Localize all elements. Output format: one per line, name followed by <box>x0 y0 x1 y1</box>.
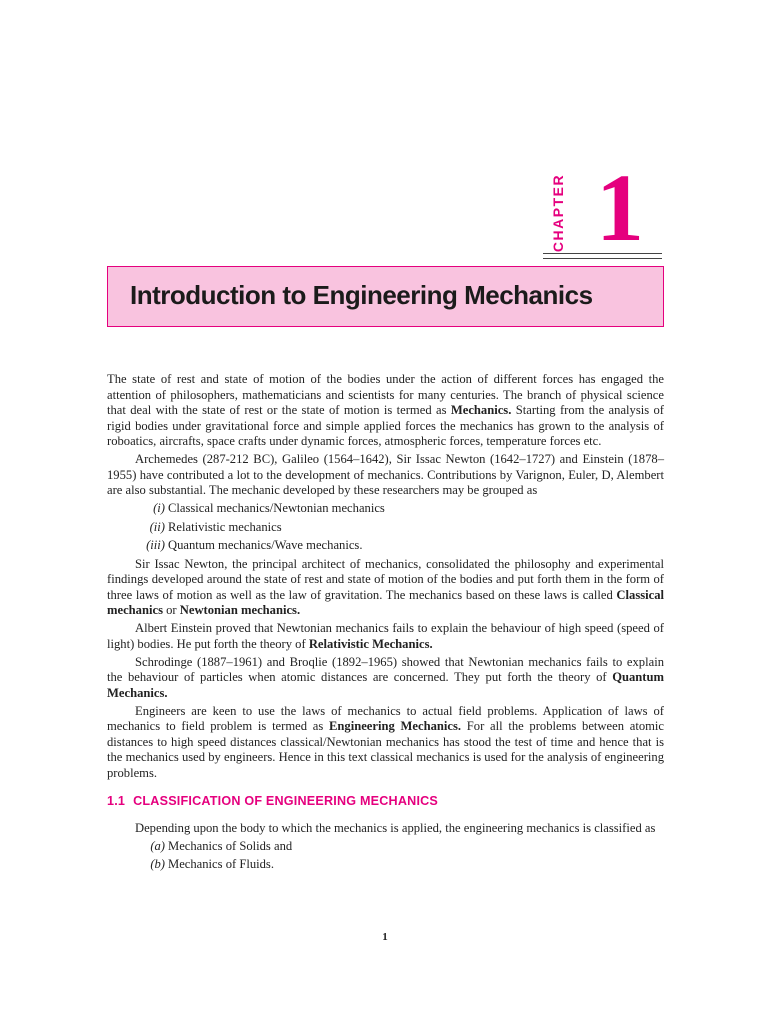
text-run: Schrodinge (1887–1961) and Broqlie (1892–1965) showed that Newtonian mechanics fails to explain the behaviour of particles when atomic distances are concerned. They put forth the theory of <box>107 654 664 684</box>
text-run: or <box>162 603 180 617</box>
list-item-text: Mechanics of Solids and <box>168 838 293 853</box>
list-item <box>107 839 664 855</box>
list-marker: (b) <box>150 857 165 871</box>
bold-term: Newtonian mechanics. <box>179 603 301 617</box>
chapter-rule <box>543 253 662 259</box>
section-number: 1.1 <box>107 794 126 808</box>
list-item-text: Quantum mechanics/Wave mechanics. <box>168 538 363 552</box>
paragraph-contributors: Archemedes (287-212 BC), Galileo (1564–1642), Sir Issac Newton (1642–1727) and Einstein (1878–1955) have contributed a lot to the development of mechanics. Contributions by Varignon, Euler, D, Alembert are also substantial. The mechanic developed by these researchers may be grouped as <box>107 452 664 497</box>
bold-term: Mechanics. <box>450 403 512 417</box>
chapter-title-box <box>107 266 664 327</box>
text-run: Starting from the analysis of rigid bodies under gravitational force and simple applied forces the mechanics has grown to the analysis of roboatics, aircrafts, space crafts under dynamic forces, atmospheric forces, temperature forces etc. <box>107 403 664 448</box>
body-text <box>107 372 664 876</box>
list-item <box>107 538 664 554</box>
list-marker: (iii) <box>146 538 165 552</box>
bold-term: Classical mechanics <box>107 587 664 617</box>
text-run: Albert Einstein proved that Newtonian mechanics fails to explain the behaviour of high speed (speed of light) bodies. He put forth the theory of <box>107 621 664 651</box>
list-item <box>107 501 664 517</box>
chapter-title: Introduction to Engineering Mechanics <box>130 280 593 310</box>
text-run: For all the problems between atomic distances to high speed distances classical/Newtonian mechanics has stood the test of time and hence that is the mechanics used by engineers. Hence in this text classical mechanics is used for the analysis of engineering problems. <box>107 719 665 780</box>
text-run: The state of rest and state of motion of the bodies under the action of different forces has engaged the attention of philosophers, mathematicians and scientists for many centuries. The branch of physical science that deal with the state of rest or the state of motion is termed as <box>107 372 664 417</box>
section-title: CLASSIFICATION OF ENGINEERING MECHANICS <box>133 794 439 808</box>
list-marker: (ii) <box>149 519 165 534</box>
list-marker: (a) <box>150 838 165 853</box>
paragraph-classification: Depending upon the body to which the mechanics is applied, the engineering mechanics is classified as <box>135 820 656 835</box>
paragraph-engineers <box>107 704 664 782</box>
paragraph-quantum <box>107 655 664 702</box>
chapter-label <box>548 173 568 253</box>
bold-term: Engineering Mechanics. <box>329 719 462 733</box>
section-heading <box>107 794 664 810</box>
chapter-number: 1 <box>596 154 644 261</box>
text-run: Sir Issac Newton, the principal architect of mechanics, consolidated the philosophy and experimental findings developed around the state of rest and state of motion of the bodies and put forth them in the form of three laws of motion as well as the law of gravitation. The mechanics based on these laws is called <box>107 556 664 602</box>
paragraph-newton <box>107 557 664 619</box>
paragraph-einstein <box>107 621 664 652</box>
mechanics-types-list <box>107 501 664 554</box>
paragraph-intro <box>107 372 664 450</box>
list-item-text: Classical mechanics/Newtonian mechanics <box>168 501 385 515</box>
text-run: Engineers are keen to use the laws of mechanics to actual field problems. Application of laws of mechanics to field problem is termed as <box>107 703 664 733</box>
list-marker: (i) <box>153 501 165 515</box>
bold-term: Quantum Mechanics. <box>107 670 664 700</box>
bold-term: Relativistic Mechanics. <box>308 636 433 651</box>
chapter-word: CHAPTER <box>550 173 567 253</box>
page-number: 1 <box>382 931 388 943</box>
list-item-text: Mechanics of Fluids. <box>168 857 274 871</box>
classification-list <box>107 839 664 873</box>
list-item <box>107 520 664 536</box>
list-item-text: Relativistic mechanics <box>168 519 282 534</box>
list-item <box>107 857 664 873</box>
